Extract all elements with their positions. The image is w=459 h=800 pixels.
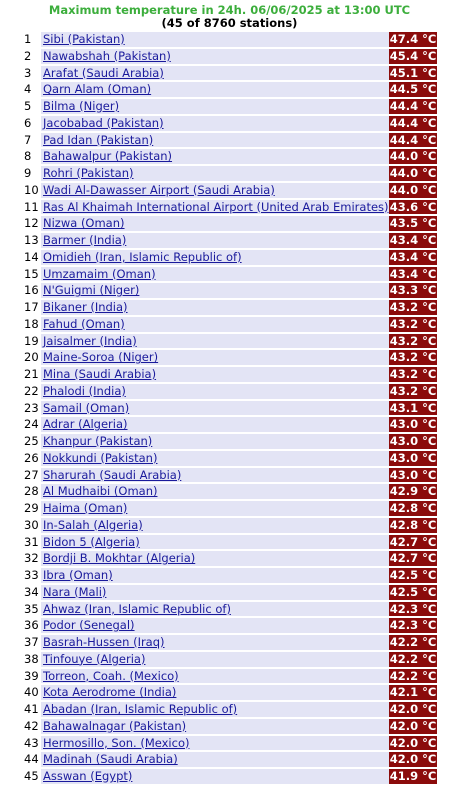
station-link[interactable]: Nizwa (Oman) <box>43 216 125 231</box>
rank-number: 4 <box>24 82 32 97</box>
table-row <box>24 49 437 64</box>
table-row <box>24 233 437 248</box>
station-link[interactable]: Umzamaim (Oman) <box>43 266 156 281</box>
table-row <box>24 568 437 583</box>
station-cell <box>41 736 389 751</box>
temperature-value: 45.4 °C <box>389 48 437 63</box>
station-link[interactable]: Hermosillo, Son. (Mexico) <box>43 735 190 750</box>
station-link[interactable]: Bahawalnagar (Pakistan) <box>43 718 187 733</box>
station-link[interactable]: Bilma (Niger) <box>43 99 120 113</box>
station-cell <box>41 317 389 332</box>
temperature-value: 42.5 °C <box>389 568 437 582</box>
rank-number: 1 <box>24 32 32 46</box>
station-link[interactable]: Ahwaz (Iran, Islamic Republic of) <box>43 601 231 616</box>
table-row <box>24 166 437 181</box>
station-cell <box>41 401 389 416</box>
temperature-value: 44.0 °C <box>389 166 437 180</box>
table-row <box>24 200 437 215</box>
rank-number: 36 <box>24 618 39 633</box>
rank-number: 29 <box>24 501 39 515</box>
rank-number: 7 <box>24 132 32 147</box>
station-cell <box>41 200 389 215</box>
station-link[interactable]: Bordji B. Mokhtar (Algeria) <box>43 551 196 566</box>
station-cell <box>41 300 389 315</box>
table-row <box>24 518 437 533</box>
table-row <box>24 66 437 81</box>
station-link[interactable]: Barmer (India) <box>43 233 127 247</box>
temperature-value: 43.5 °C <box>389 216 437 231</box>
station-cell <box>41 32 389 47</box>
temperature-value: 42.2 °C <box>389 651 437 666</box>
station-cell <box>41 66 389 81</box>
rank-number: 45 <box>24 769 39 783</box>
page-header <box>0 0 459 30</box>
rank-number: 37 <box>24 635 39 649</box>
rank-number: 11 <box>24 199 39 214</box>
rank-number: 12 <box>24 216 39 231</box>
table-row <box>24 468 437 483</box>
rank-number: 26 <box>24 450 39 465</box>
temperature-value: 42.8 °C <box>389 517 437 532</box>
rank-number: 27 <box>24 467 39 482</box>
table-row <box>24 719 437 734</box>
rank-number: 40 <box>24 685 39 700</box>
station-count: (45 of 8760 stations) <box>161 16 298 30</box>
temperature-value: 43.3 °C <box>389 283 437 298</box>
table-row <box>24 216 437 231</box>
temperature-value: 45.1 °C <box>389 65 437 80</box>
rank-number: 25 <box>24 434 39 448</box>
rank-number: 20 <box>24 350 39 365</box>
table-row <box>24 300 437 315</box>
temperature-value: 43.4 °C <box>389 266 437 281</box>
station-cell <box>41 568 389 583</box>
temperature-value: 44.0 °C <box>389 182 437 197</box>
rank-number: 23 <box>24 400 39 415</box>
station-link[interactable]: Haima (Oman) <box>43 501 128 515</box>
station-link[interactable]: Qarn Alam (Oman) <box>43 82 152 97</box>
temperature-value: 42.2 °C <box>389 635 437 649</box>
station-link[interactable]: Samail (Oman) <box>43 400 130 415</box>
rank-number: 17 <box>24 300 39 314</box>
rank-number: 42 <box>24 718 39 733</box>
rank-number: 10 <box>24 182 39 197</box>
table-row <box>24 736 437 751</box>
station-cell <box>41 166 389 181</box>
rank-number: 24 <box>24 417 39 432</box>
table-row <box>24 250 437 265</box>
table-row <box>24 669 437 684</box>
temperature-value: 42.0 °C <box>389 718 437 733</box>
table-row <box>24 451 437 466</box>
temperature-value: 42.3 °C <box>389 618 437 633</box>
station-cell <box>41 99 389 114</box>
temperature-value: 43.2 °C <box>389 316 437 331</box>
station-link[interactable]: Jaisalmer (India) <box>43 333 137 348</box>
station-cell <box>41 250 389 265</box>
table-row <box>24 752 437 767</box>
station-cell <box>41 602 389 617</box>
temperature-value: 43.2 °C <box>389 333 437 348</box>
temperature-value: 47.4 °C <box>389 32 437 46</box>
temperature-value: 43.0 °C <box>389 434 437 448</box>
temperature-value: 42.0 °C <box>389 752 437 767</box>
rank-number: 35 <box>24 601 39 616</box>
temperature-value: 44.5 °C <box>389 82 437 97</box>
rank-number: 31 <box>24 534 39 549</box>
temperature-value: 43.0 °C <box>389 450 437 465</box>
station-cell <box>41 216 389 231</box>
station-link[interactable]: Madinah (Saudi Arabia) <box>43 752 178 767</box>
rank-number: 16 <box>24 283 39 298</box>
station-cell <box>41 535 389 550</box>
station-link[interactable]: Pad Idan (Pakistan) <box>43 132 154 147</box>
station-link[interactable]: Khanpur (Pakistan) <box>43 434 153 448</box>
station-cell <box>41 367 389 382</box>
station-cell <box>41 719 389 734</box>
temperature-value: 43.4 °C <box>389 249 437 264</box>
table-row <box>24 99 437 114</box>
station-cell <box>41 283 389 298</box>
rank-number: 3 <box>24 65 32 80</box>
table-row <box>24 283 437 298</box>
station-cell <box>41 183 389 198</box>
station-link[interactable]: Bikaner (India) <box>43 300 128 314</box>
station-cell <box>41 384 389 399</box>
station-link[interactable]: Al Mudhaibi (Oman) <box>43 484 158 499</box>
station-cell <box>41 116 389 131</box>
station-cell <box>41 669 389 684</box>
rank-number: 41 <box>24 702 39 716</box>
station-cell <box>41 752 389 767</box>
table-row <box>24 551 437 566</box>
rank-number: 34 <box>24 584 39 599</box>
rank-number: 8 <box>24 149 32 164</box>
station-cell <box>41 551 389 566</box>
station-link[interactable]: Asswan (Egypt) <box>43 769 133 783</box>
station-link[interactable]: N'Guigmi (Niger) <box>43 283 140 298</box>
station-link[interactable]: Kota Aerodrome (India) <box>43 685 177 700</box>
table-row <box>24 334 437 349</box>
table-row <box>24 401 437 416</box>
temperature-value: 42.8 °C <box>389 501 437 515</box>
station-cell <box>41 652 389 667</box>
table-row <box>24 267 437 282</box>
rank-number: 44 <box>24 752 39 767</box>
station-cell <box>41 334 389 349</box>
temperature-value: 43.2 °C <box>389 350 437 365</box>
station-link[interactable]: Fahud (Oman) <box>43 316 125 331</box>
station-cell <box>41 233 389 248</box>
rank-number: 5 <box>24 99 32 113</box>
rank-number: 39 <box>24 668 39 683</box>
station-cell <box>41 267 389 282</box>
station-link[interactable]: Phalodi (India) <box>43 383 126 398</box>
table-row <box>24 149 437 164</box>
station-link[interactable]: Wadi Al-Dawasser Airport (Saudi Arabia) <box>43 182 275 197</box>
rank-number: 30 <box>24 517 39 532</box>
temperature-value: 43.0 °C <box>389 417 437 432</box>
station-cell <box>41 635 389 650</box>
temperature-value: 42.0 °C <box>389 735 437 750</box>
ranking-rows <box>24 32 437 784</box>
station-link[interactable]: Maine-Soroa (Niger) <box>43 350 159 365</box>
station-link[interactable]: Arafat (Saudi Arabia) <box>43 65 164 80</box>
station-link[interactable]: Sharurah (Saudi Arabia) <box>43 467 182 482</box>
station-cell <box>41 618 389 633</box>
table-row <box>24 618 437 633</box>
station-link[interactable]: Rohri (Pakistan) <box>43 166 134 180</box>
page-title: Maximum temperature in 24h. 06/06/2025 at 13:00 UTC <box>48 3 411 17</box>
station-cell <box>41 501 389 516</box>
temperature-value: 43.0 °C <box>389 467 437 482</box>
table-row <box>24 585 437 600</box>
temperature-value: 42.9 °C <box>389 484 437 499</box>
temperature-value: 43.4 °C <box>389 233 437 247</box>
station-link[interactable]: Sibi (Pakistan) <box>43 32 125 46</box>
table-row <box>24 417 437 432</box>
station-cell <box>41 585 389 600</box>
temperature-value: 43.2 °C <box>389 300 437 314</box>
temperature-value: 43.6 °C <box>389 199 437 214</box>
temperature-value: 43.1 °C <box>389 400 437 415</box>
station-cell <box>41 49 389 64</box>
station-cell <box>41 484 389 499</box>
temperature-value: 42.5 °C <box>389 584 437 599</box>
station-cell <box>41 434 389 449</box>
table-row <box>24 501 437 516</box>
temperature-value: 42.7 °C <box>389 534 437 549</box>
temperature-value: 44.0 °C <box>389 149 437 164</box>
rank-number: 22 <box>24 383 39 398</box>
station-cell <box>41 133 389 148</box>
rank-number: 9 <box>24 166 32 180</box>
rank-number: 33 <box>24 568 39 582</box>
rank-number: 21 <box>24 367 39 381</box>
station-link[interactable]: Nokkundi (Pakistan) <box>43 450 158 465</box>
temperature-value: 42.0 °C <box>389 702 437 716</box>
temperature-value: 41.9 °C <box>389 769 437 783</box>
station-cell <box>41 417 389 432</box>
table-row <box>24 602 437 617</box>
rank-number: 14 <box>24 249 39 264</box>
station-cell <box>41 468 389 483</box>
rank-number: 18 <box>24 316 39 331</box>
station-link[interactable]: Bahawalpur (Pakistan) <box>43 149 173 164</box>
table-row <box>24 434 437 449</box>
table-row <box>24 183 437 198</box>
temperature-value: 42.3 °C <box>389 601 437 616</box>
table-row <box>24 32 437 47</box>
table-row <box>24 82 437 97</box>
station-link[interactable]: Torreon, Coah. (Mexico) <box>43 668 179 683</box>
station-link[interactable]: Tinfouye (Algeria) <box>43 651 146 666</box>
temperature-value: 44.4 °C <box>389 132 437 147</box>
table-row <box>24 702 437 717</box>
station-link[interactable]: Adrar (Algeria) <box>43 417 128 432</box>
station-link[interactable]: Jacobabad (Pakistan) <box>43 115 164 130</box>
table-row <box>24 685 437 700</box>
station-link[interactable]: Ibra (Oman) <box>43 568 113 582</box>
station-cell <box>41 702 389 717</box>
table-row <box>24 116 437 131</box>
table-row <box>24 350 437 365</box>
station-cell <box>41 451 389 466</box>
station-link[interactable]: Nawabshah (Pakistan) <box>43 48 171 63</box>
station-link[interactable]: Omidieh (Iran, Islamic Republic of) <box>43 249 242 264</box>
temperature-value: 43.2 °C <box>389 383 437 398</box>
table-row <box>24 384 437 399</box>
station-cell <box>41 769 389 784</box>
station-cell <box>41 350 389 365</box>
temperature-value: 44.4 °C <box>389 99 437 113</box>
table-row <box>24 484 437 499</box>
station-cell <box>41 685 389 700</box>
temperature-value: 43.2 °C <box>389 367 437 381</box>
station-link[interactable]: Podor (Senegal) <box>43 618 135 633</box>
station-cell <box>41 82 389 97</box>
rank-number: 2 <box>24 48 32 63</box>
station-cell <box>41 518 389 533</box>
temperature-value: 42.7 °C <box>389 551 437 566</box>
rank-number: 13 <box>24 233 39 247</box>
temperature-value: 42.2 °C <box>389 668 437 683</box>
temperature-value: 44.4 °C <box>389 115 437 130</box>
station-link[interactable]: Abadan (Iran, Islamic Republic of) <box>43 702 238 716</box>
temperature-ranking-table <box>24 30 437 786</box>
station-link[interactable]: Bidon 5 (Algeria) <box>43 534 140 549</box>
rank-number: 38 <box>24 651 39 666</box>
rank-number: 15 <box>24 266 39 281</box>
station-link[interactable]: Nara (Mali) <box>43 584 107 599</box>
station-cell <box>41 149 389 164</box>
station-link[interactable]: Basrah-Hussen (Iraq) <box>43 635 165 649</box>
table-row <box>24 367 437 382</box>
temperature-value: 42.1 °C <box>389 685 437 700</box>
rank-number: 28 <box>24 484 39 499</box>
rank-number: 19 <box>24 333 39 348</box>
table-row <box>24 635 437 650</box>
rank-number: 32 <box>24 551 39 566</box>
table-row <box>24 769 437 784</box>
table-row <box>24 317 437 332</box>
station-link[interactable]: In-Salah (Algeria) <box>43 517 143 532</box>
rank-number: 6 <box>24 115 32 130</box>
table-row <box>24 535 437 550</box>
rank-number: 43 <box>24 735 39 750</box>
table-row <box>24 652 437 667</box>
station-link[interactable]: Ras Al Khaimah International Airport (United Arab Emirates) <box>43 199 389 214</box>
station-link[interactable]: Mina (Saudi Arabia) <box>43 367 157 381</box>
table-row <box>24 133 437 148</box>
